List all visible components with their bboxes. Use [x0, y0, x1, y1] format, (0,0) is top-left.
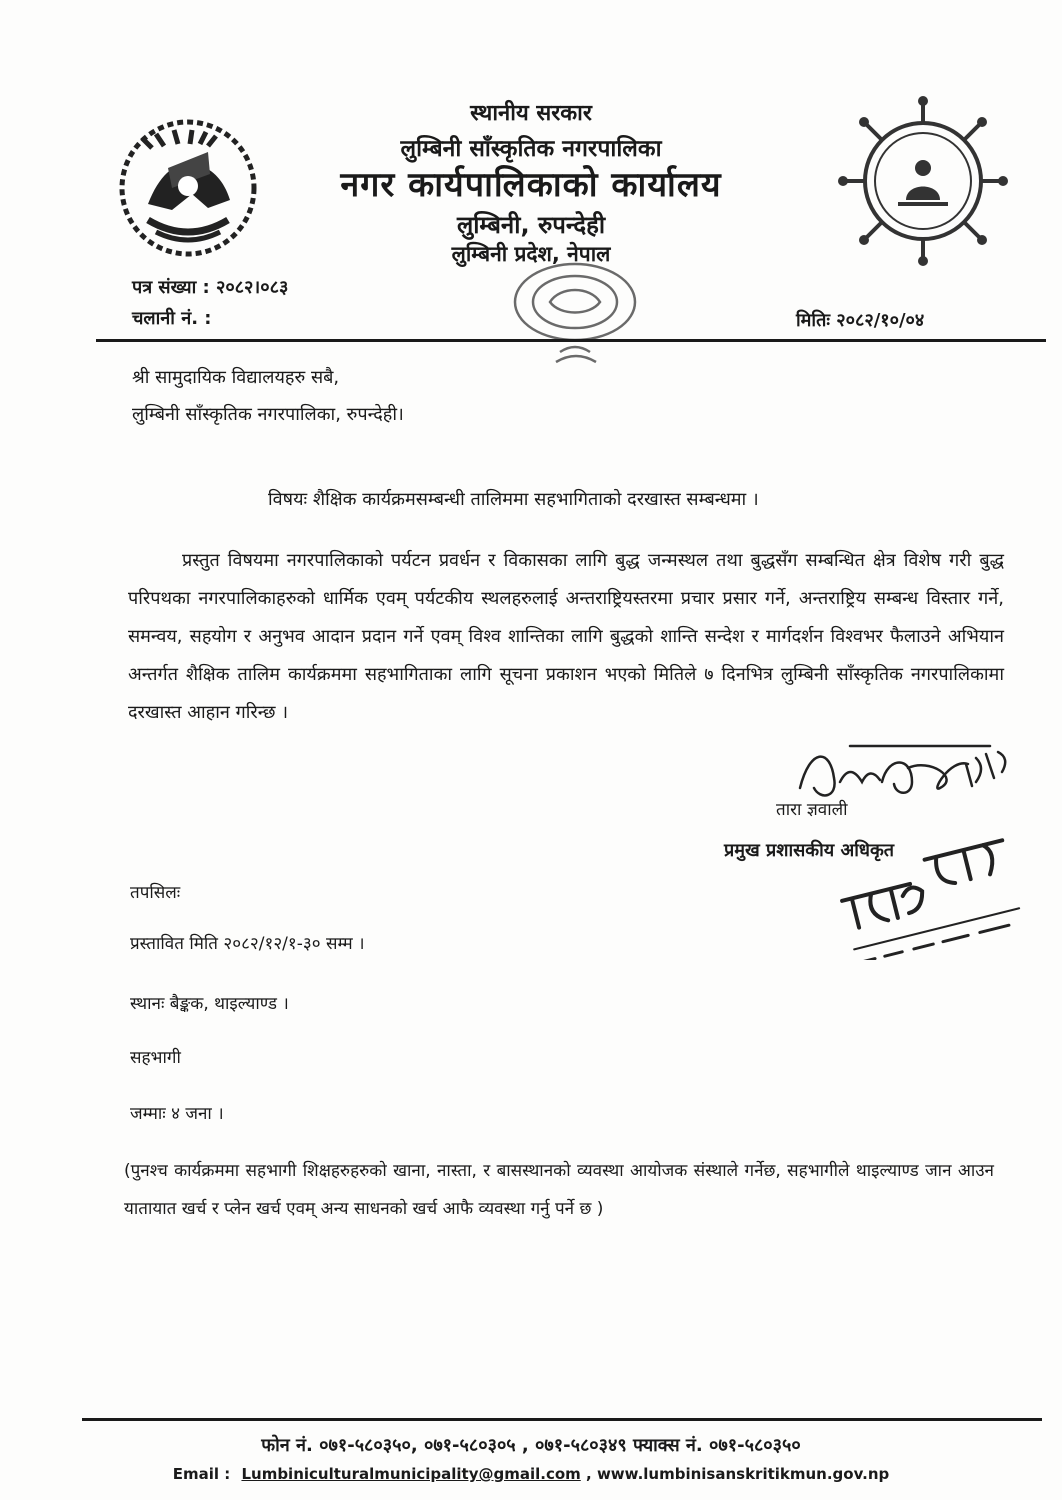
signatory-name: तारा ज्ञवाली [776, 800, 848, 820]
recipient-line-1: श्री सामुदायिक विद्यालयहरु सबै, [132, 367, 340, 388]
letter-subject: विषयः शैक्षिक कार्यक्रमसम्बन्धी तालिममा सहभागिताको दरखास्त सम्बन्धमा । [268, 489, 759, 510]
letter-reference-number: पत्र संख्या : २०८२।०८३ [132, 277, 289, 298]
nepal-coat-of-arms-icon [112, 108, 264, 260]
municipality-name: लुम्बिनी साँस्कृतिक नगरपालिका [400, 136, 662, 162]
local-government-label: स्थानीय सरकार [470, 101, 592, 126]
name-stamp-icon [822, 820, 1032, 960]
office-title: नगर कार्यपालिकाको कार्यालय [340, 165, 722, 205]
website-link[interactable]: , www.lumbinisanskritikmun.gov.np [586, 1465, 890, 1483]
footer-divider [82, 1418, 1042, 1421]
postscript-note: (पुनश्च कार्यक्रममा सहभागी शिक्षहरुहरुको खाना, नास्ता, र बासस्थानको व्यवस्था आयोजक संस्थाले गर्नेछ, सहभागीले थाइल्याण्ड जान आउन यातायात खर्च र प्लेन खर्च एवम् अन्य साधनको खर्च आफै व्यवस्था गर्नु पर्ने छ ) [124, 1161, 994, 1219]
participants-label: सहभागी [130, 1048, 181, 1068]
signatory-title: प्रमुख प्रशासकीय अधिकृत [724, 840, 895, 861]
participants-total: जम्माः ४ जना । [130, 1104, 224, 1124]
recipient-line-2: लुम्बिनी साँस्कृतिक नगरपालिका, रुपन्देही। [132, 404, 404, 425]
dharma-wheel-buddha-logo-icon [838, 96, 1008, 266]
footer-contact [0, 1465, 1062, 1483]
letter-date: मितिः २०८२/१०/०४ [796, 310, 925, 331]
email-link[interactable]: Lumbiniculturalmunicipality@gmail.com [241, 1465, 581, 1483]
footer-phone-fax: फोन नं. ०७१-५८०३५०, ०७१-५८०३०५ , ०७१-५८०३४९ फ्याक्स नं. ०७१-५८०३५० [261, 1435, 801, 1456]
office-stamp-icon [500, 262, 650, 380]
proposed-date: प्रस्तावित मिति २०८२/१२/१-३० सम्म । [130, 934, 365, 954]
header-divider [96, 339, 1046, 342]
email-label: Email : [172, 1465, 231, 1483]
venue: स्थानः बैङ्कक, थाइल्याण्ड । [130, 994, 289, 1014]
annex-heading: तपसिलः [130, 883, 181, 903]
dispatch-number: चलानी नं. : [132, 308, 212, 329]
address-line-2: लुम्बिनी प्रदेश, नेपाल [451, 242, 611, 266]
address-line-1: लुम्बिनी, रुपन्देही [456, 211, 606, 239]
letter-body: प्रस्तुत विषयमा नगरपालिकाको पर्यटन प्रवर्धन र विकासका लागि बुद्ध जन्मस्थल तथा बुद्धसँग सम्बन्धित क्षेत्र विशेष गरी बुद्ध परिपथका नगरपालिकाहरुको धार्मिक एवम् पर्यटकीय स्थलहरुलाई अन्तराष्ट्रियस्तरमा प्रचार प्रसार गर्ने, अन्तराष्ट्रिय सम्बन्ध विस्तार गर्ने, समन्वय, सहयोग र अनुभव आदान प्रदान गर्ने एवम् विश्व शान्तिका लागि बुद्धको शान्ति सन्देश र मार्गदर्शन विश्वभर फैलाउने अभियान अन्तर्गत शैक्षिक तालिम कार्यक्रममा सहभागिताका लागि सूचना प्रकाशन भएको मितिले ७ दिनभित्र लुम्बिनी साँस्कृतिक नगरपालिकामा दरखास्त आहान गरिन्छ । [128, 550, 1004, 723]
